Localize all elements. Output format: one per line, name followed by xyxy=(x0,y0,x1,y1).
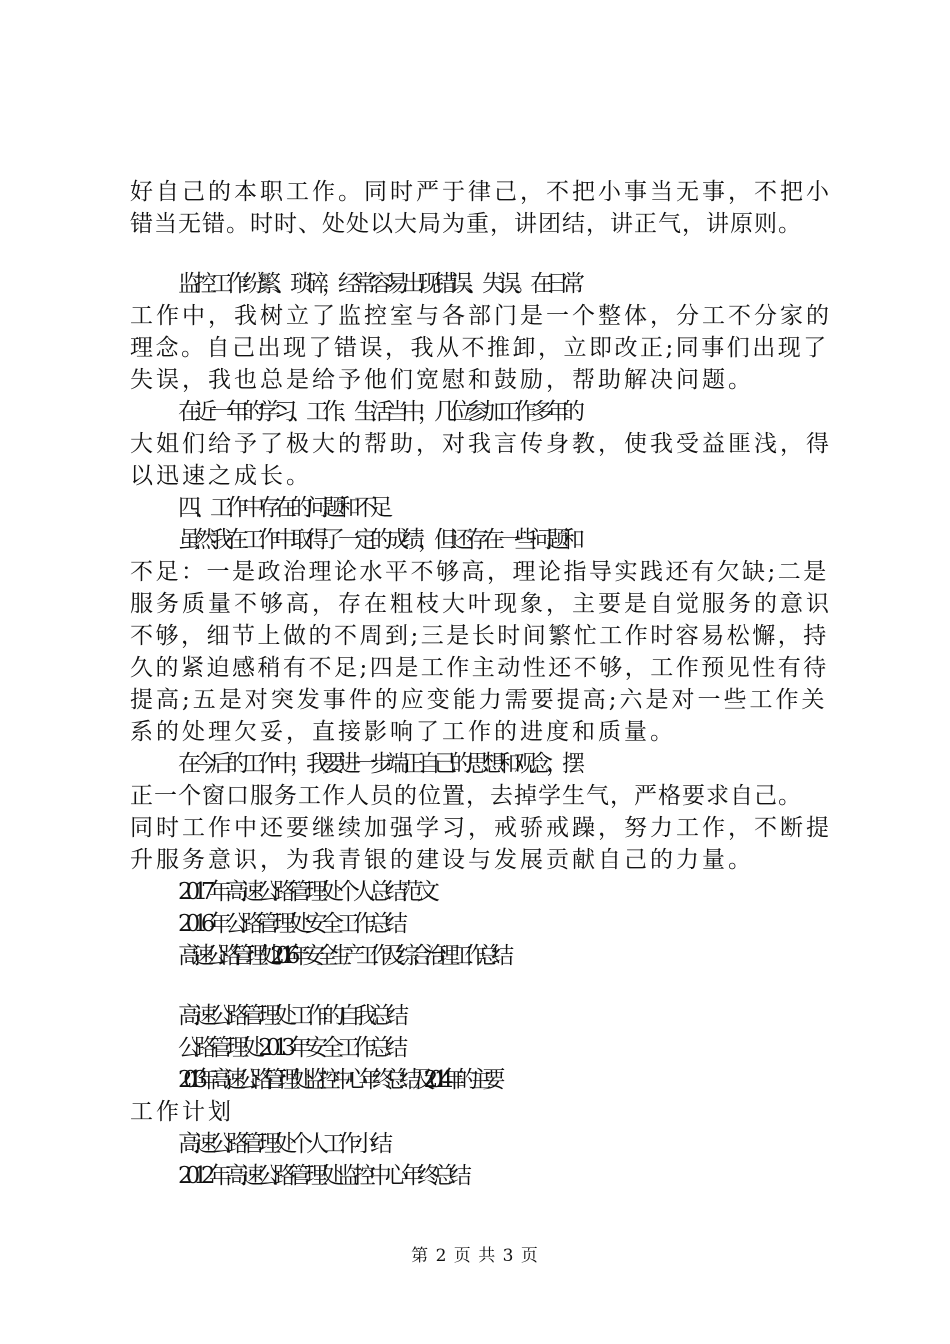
paragraph-line: 不足：一是政治理论水平不够高，理论指导实践还有欠缺;二是 xyxy=(130,559,829,585)
paragraph-line: 理念。自己出现了错误，我从不推卸，立即改正;同事们出现了 xyxy=(130,335,829,361)
paragraph-line: 提高;五是对突发事件的应变能力需要提高;六是对一些工作关 xyxy=(130,687,828,713)
paragraph-line: 监控工作纷繁、琐碎，经常容易出现错误、失误。在日常 xyxy=(178,271,578,297)
section-heading: 四、工作中存在的问题和不足 xyxy=(178,495,386,521)
paragraph-line: 好自己的本职工作。同时严于律己，不把小事当无事，不把小 xyxy=(130,179,832,205)
related-link-continuation[interactable]: 工作计划 xyxy=(130,1099,234,1125)
paragraph-line: 工作中，我树立了监控室与各部门是一个整体，分工不分家的 xyxy=(130,303,832,329)
paragraph-line: 虽然我在工作中取得了一定的成绩，但还存在一些问题和 xyxy=(178,527,578,553)
paragraph-line: 服务质量不够高，存在粗枝大叶现象，主要是自觉服务的意识 xyxy=(130,591,832,617)
paragraph-line: 正一个窗口服务工作人员的位置，去掉学生气，严格要求自己。 xyxy=(130,783,802,809)
paragraph-line: 升服务意识，为我青银的建设与发展贡献自己的力量。 xyxy=(130,847,754,873)
related-link[interactable]: 高速公路管理处工作的自我总结 xyxy=(178,1003,402,1029)
paragraph-line: 大姐们给予了极大的帮助，对我言传身教，使我受益匪浅，得 xyxy=(130,431,832,457)
related-link[interactable]: 高速公路管理处 2016 年安全生产工作及综合治理工作总结 xyxy=(178,943,505,969)
related-link[interactable]: 2012 年高速公路管理处监控中心年终总结 xyxy=(178,1163,465,1189)
related-link[interactable]: 公路管理处 2013 年安全工作总结 xyxy=(178,1035,402,1061)
paragraph-line: 系的处理欠妥，直接影响了工作的进度和质量。 xyxy=(130,719,676,745)
page-number-footer: 第 2 页 共 3 页 xyxy=(411,1246,539,1266)
related-link[interactable]: 高速公路管理处个人工作小结 xyxy=(178,1131,386,1157)
paragraph-line: 不够，细节上做的不周到;三是长时间繁忙工作时容易松懈，持 xyxy=(130,623,829,649)
related-link[interactable]: 2017 年高速公路管理处个人总结范文 xyxy=(178,879,433,905)
paragraph-line: 失误，我也总是给予他们宽慰和鼓励，帮助解决问题。 xyxy=(130,367,754,393)
related-link[interactable]: 2013 年高速公路管理处监控中心年终总结及 2014 年的主要 xyxy=(178,1067,496,1093)
related-link[interactable]: 2016 年公路管理处安全工作总结 xyxy=(178,911,401,937)
paragraph-line: 同时工作中还要继续加强学习，戒骄戒躁，努力工作，不断提 xyxy=(130,815,832,841)
paragraph-line: 在今后的工作中，我要进一步端正自己的思想和观念，摆 xyxy=(178,751,578,777)
paragraph-line: 久的紧迫感稍有不足;四是工作主动性还不够，工作预见性有待 xyxy=(130,655,829,681)
paragraph-line: 在近一年的学习、工作、生活当中，几位参加工作多年的 xyxy=(178,399,578,425)
paragraph-line: 以迅速之成长。 xyxy=(130,463,312,489)
paragraph-line: 错当无错。时时、处处以大局为重，讲团结，讲正气，讲原则。 xyxy=(130,211,802,237)
